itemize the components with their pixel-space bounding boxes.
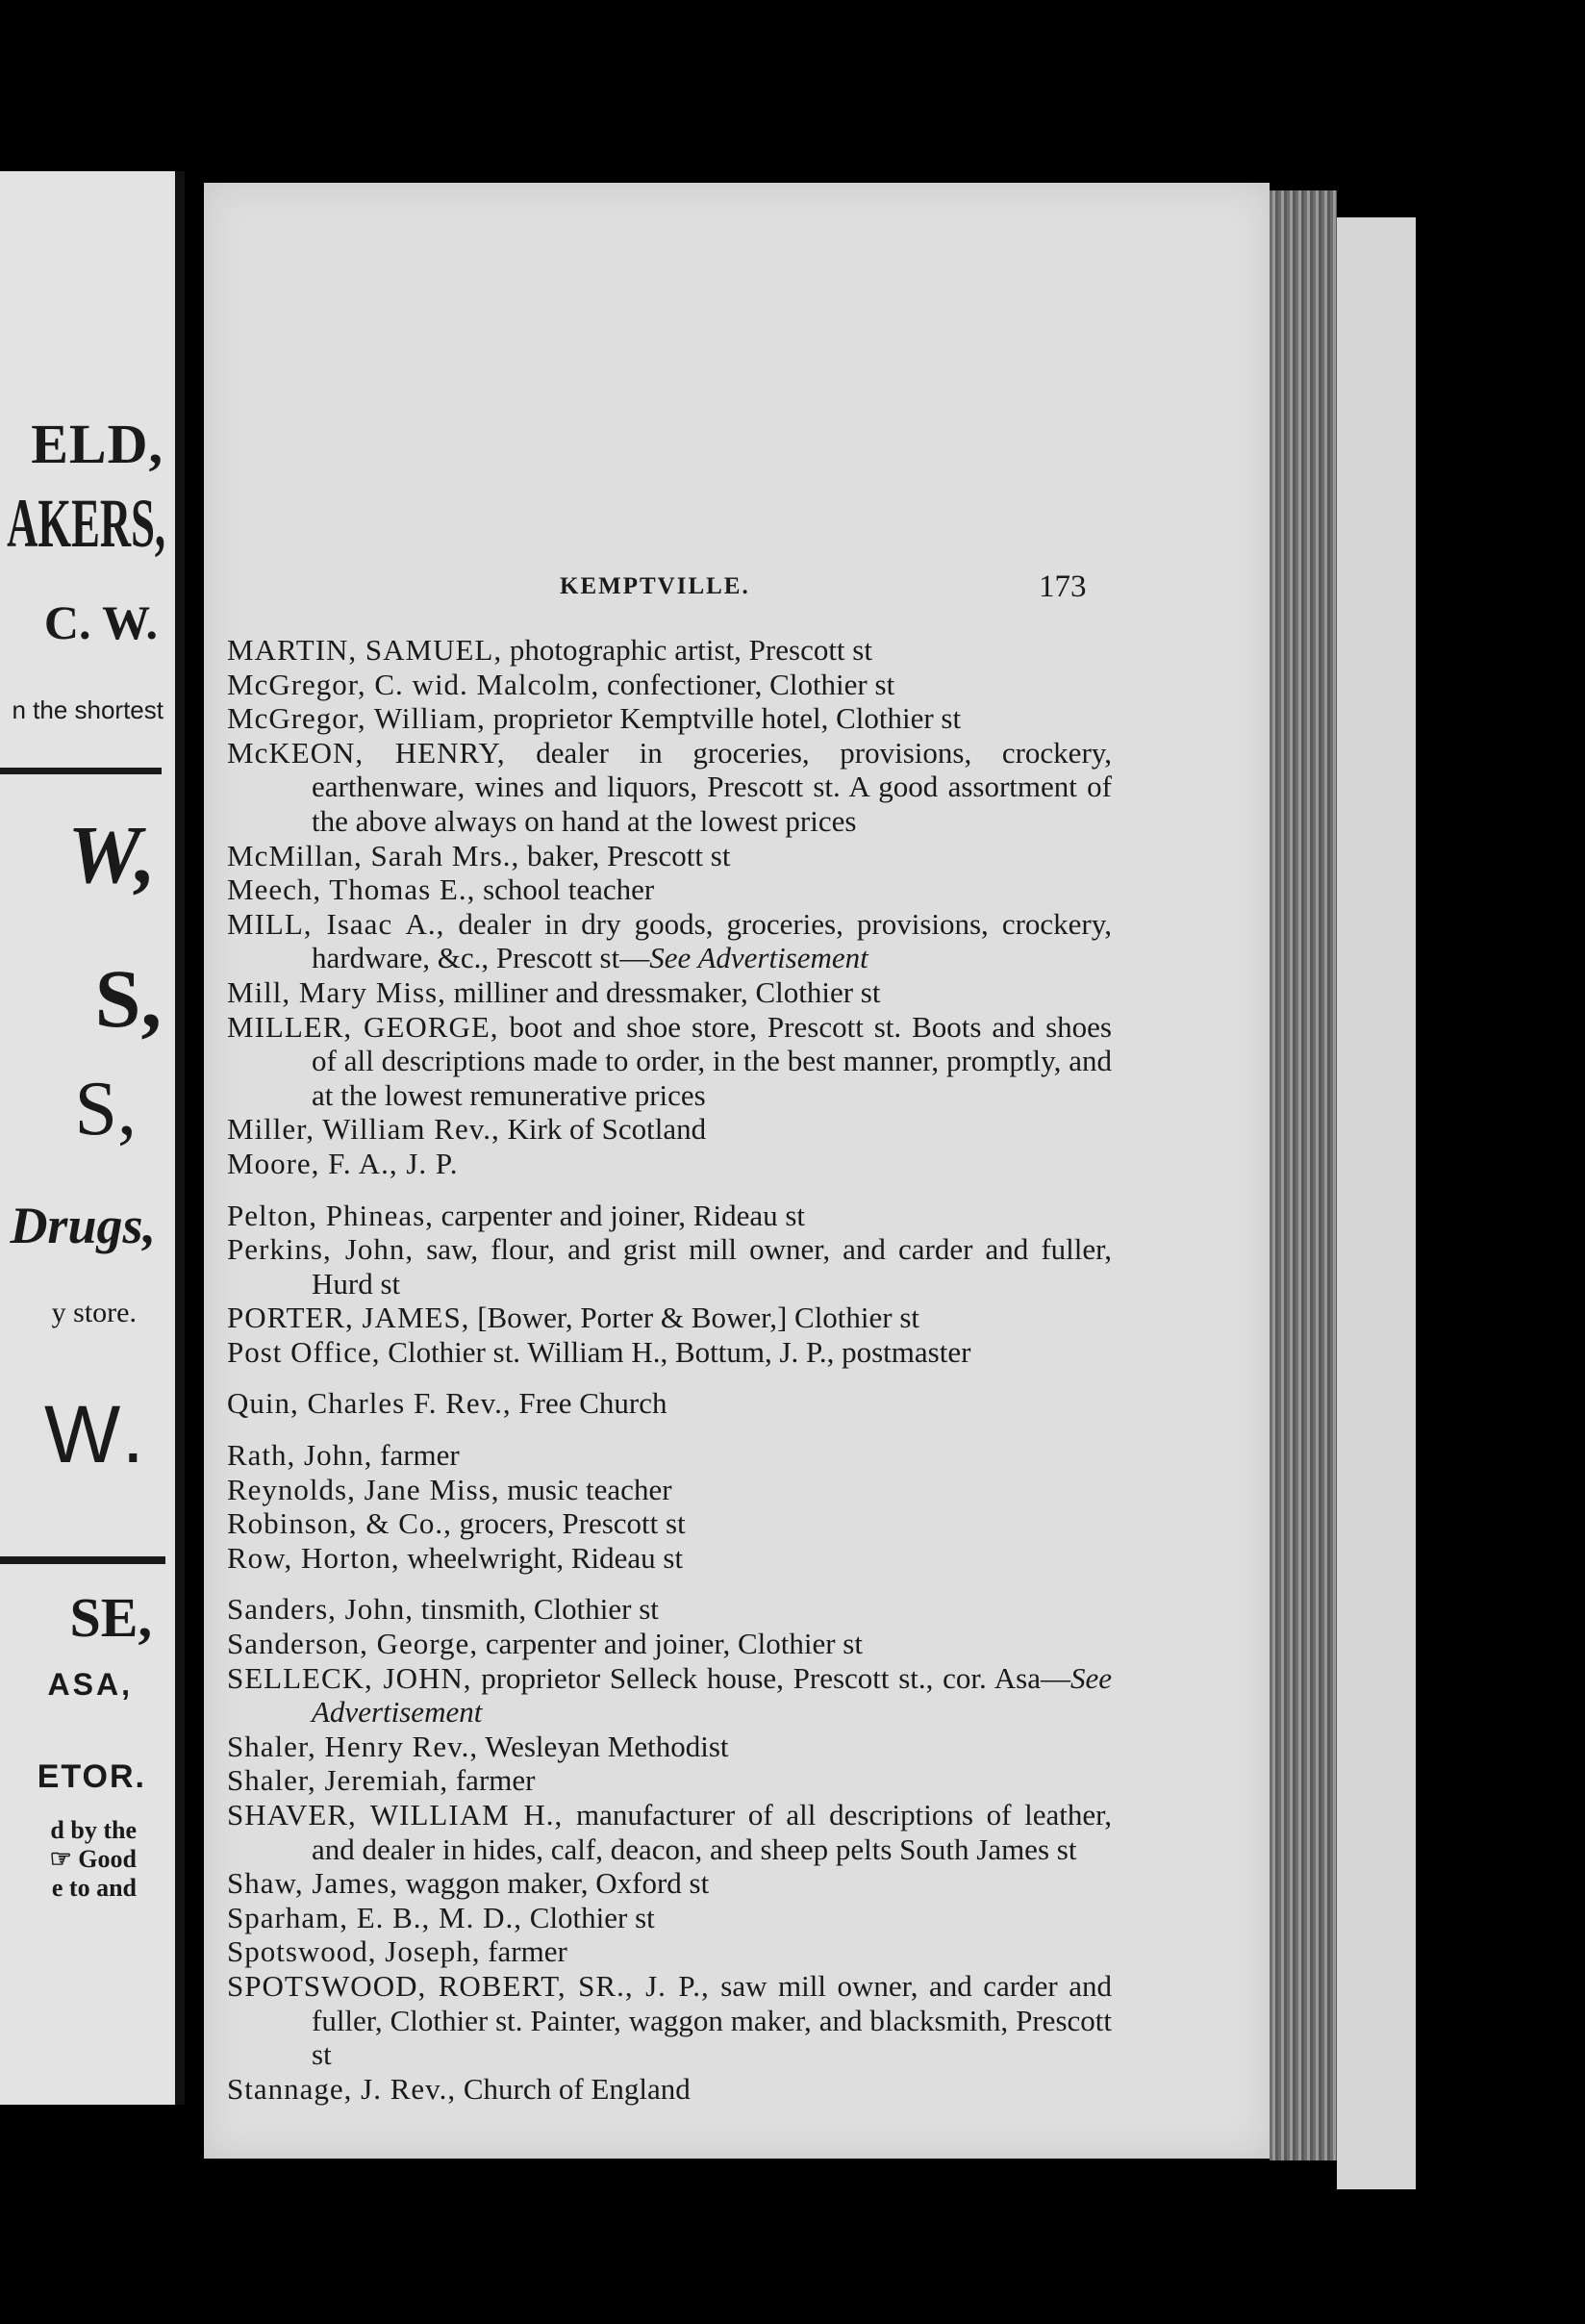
directory-entry — [227, 839, 1112, 873]
book-back-board — [1337, 217, 1416, 2189]
entry-name: Perkins, John, — [227, 1232, 415, 1267]
directory-entry — [227, 1386, 1112, 1421]
entry-description: boot and shoe store, Prescott st. Boots and shoes of all descriptions made to order, in the best manner, promptly, and at the lowest remunerative prices — [312, 1009, 1112, 1112]
entry-description: Clothier st. William H., Bottum, J. P., postmaster — [380, 1334, 971, 1369]
left-page-fragment: AKERS, — [7, 485, 165, 562]
directory-entry — [227, 1147, 1112, 1181]
directory-entry — [227, 1763, 1112, 1798]
directory-entry — [227, 1112, 1112, 1147]
entry-description: Wesleyan Methodist — [478, 1729, 729, 1763]
entry-name: Sanders, John, — [227, 1592, 414, 1627]
entry-name: Stannage, J. Rev., — [227, 2071, 457, 2106]
entry-advertisement-note: See Advertisement — [649, 941, 868, 975]
left-page-fragment: W, — [67, 808, 156, 900]
directory-entry — [227, 668, 1112, 702]
entry-name: McGregor, William, — [227, 701, 486, 736]
entry-name: Post Office, — [227, 1334, 381, 1369]
entry-name: Moore, F. A., J. P. — [227, 1146, 459, 1180]
entry-description: farmer — [448, 1763, 536, 1798]
entry-description: tinsmith, Clothier st — [413, 1592, 659, 1627]
left-page-rule — [0, 1556, 165, 1564]
directory-entry — [227, 2072, 1112, 2107]
directory-entry — [227, 1934, 1112, 1969]
entry-name: Quin, Charles F. Rev., — [227, 1386, 512, 1421]
left-page-fragment: W. — [44, 1389, 150, 1479]
directory-entry — [227, 1010, 1112, 1113]
left-page-fragment: SE, — [69, 1586, 152, 1649]
left-page-fragment: S, — [74, 1067, 137, 1151]
entry-name: SHAVER, WILLIAM H., — [227, 1798, 564, 1831]
directory-entry — [227, 1592, 1112, 1627]
entry-description: dealer in dry goods, groceries, provisions, crockery, hardware, &c., Prescott st— — [312, 906, 1112, 975]
left-page-fragment: e to and — [51, 1874, 137, 1902]
directory-entry — [227, 1969, 1112, 2072]
entry-name: Spotswood, Joseph, — [227, 1934, 481, 1969]
directory-entry — [227, 1473, 1112, 1507]
entry-name: SPOTSWOOD, ROBERT, SR., J. P., — [227, 1968, 710, 2003]
entry-name: McMillan, Sarah Mrs., — [227, 838, 520, 872]
entry-description: carpenter and joiner, Clothier st — [478, 1627, 863, 1661]
entry-description: Clothier st — [522, 1900, 655, 1934]
entry-description: proprietor Selleck house, Prescott st., cor. Asa— — [471, 1660, 1070, 1695]
entry-name: Robinson, & Co., — [227, 1506, 452, 1541]
page-header — [204, 569, 1270, 608]
entry-name: MILL, Isaac A., — [227, 906, 445, 941]
entry-description: manufacturer of all descriptions of leather, and dealer in hides, calf, deacon, and sheep pelts South James st — [312, 1798, 1112, 1866]
entry-description: farmer — [372, 1438, 460, 1473]
left-page-fragment: C. W. — [43, 595, 158, 649]
entry-description: music teacher — [499, 1472, 672, 1506]
entry-name: Sparham, E. B., M. D., — [227, 1900, 523, 1934]
entry-description: baker, Prescott st — [519, 838, 731, 872]
entry-description: confectioner, Clothier st — [599, 667, 895, 701]
left-page-fragment: d by the — [50, 1816, 137, 1844]
directory-entry — [227, 633, 1112, 668]
left-page-fragment: n the shortest — [12, 695, 164, 724]
left-page-fragment: S, — [94, 952, 162, 1045]
entry-name: SELLECK, JOHN, — [227, 1660, 472, 1695]
left-page-fragment: Drugs, — [10, 1197, 156, 1254]
directory-entry — [227, 736, 1112, 839]
entry-description: Church of England — [456, 2071, 691, 2106]
entry-description: waggon maker, Oxford st — [397, 1866, 710, 1901]
left-page-fragment: ASA, — [47, 1667, 133, 1702]
directory-page — [204, 183, 1270, 2159]
entry-description: Kirk of Scotland — [499, 1112, 707, 1147]
entry-description: dealer in groceries, provisions, crockery, earthenware, wines and liquors, Prescott st. A good assortment of the above always on hand at the lowest prices — [312, 735, 1113, 838]
directory-entry — [227, 1798, 1112, 1866]
entry-name: MARTIN, SAMUEL, — [227, 633, 503, 667]
entry-description: carpenter and joiner, Rideau st — [433, 1198, 806, 1232]
directory-entry — [227, 1335, 1112, 1370]
directory-entry — [227, 1232, 1112, 1301]
directory-entry — [227, 1627, 1112, 1661]
entry-name: MILLER, GEORGE, — [227, 1009, 499, 1044]
directory-entry — [227, 1661, 1112, 1730]
directory-entry — [227, 1901, 1112, 1935]
directory-entry — [227, 975, 1112, 1010]
entry-description: wheelwright, Rideau st — [399, 1540, 684, 1575]
entry-name: Shaler, Henry Rev., — [227, 1729, 479, 1763]
directory-entry — [227, 1866, 1112, 1901]
left-page-rule — [0, 768, 162, 774]
entry-name: Row, Horton, — [227, 1540, 400, 1575]
directory-entry — [227, 1301, 1112, 1335]
directory-entries — [227, 633, 1112, 2106]
directory-entry — [227, 907, 1112, 975]
page-edges — [1270, 190, 1337, 2160]
entry-description: Free Church — [511, 1386, 667, 1421]
entry-name: Rath, John, — [227, 1438, 373, 1473]
entry-name: McKEON, HENRY, — [227, 735, 506, 770]
directory-entry — [227, 1506, 1112, 1541]
entry-name: Pelton, Phineas, — [227, 1198, 434, 1232]
entry-description: grocers, Prescott st — [451, 1506, 686, 1541]
entry-description: photographic artist, Prescott st — [502, 633, 872, 667]
entry-name: Shaw, James, — [227, 1866, 398, 1901]
left-page-fragment: ETOR. — [37, 1758, 146, 1795]
directory-entry — [227, 1730, 1112, 1764]
entry-description: proprietor Kemptville hotel, Clothier st — [485, 701, 962, 736]
entry-description: saw, flour, and grist mill owner, and carder and fuller, Hurd st — [312, 1232, 1112, 1301]
entry-description: [Bower, Porter & Bower,] Clothier st — [469, 1301, 920, 1335]
entry-description: milliner and dressmaker, Clothier st — [445, 974, 881, 1009]
page-number: 173 — [1039, 569, 1087, 604]
entry-description: farmer — [480, 1934, 567, 1969]
entry-name: Mill, Mary Miss, — [227, 974, 446, 1009]
left-page-fragment: ☞ Good — [49, 1845, 137, 1873]
entry-name: Reynolds, Jane Miss, — [227, 1472, 500, 1506]
facing-page-left — [0, 171, 185, 2105]
entry-name: Shaler, Jeremiah, — [227, 1763, 449, 1798]
entry-description: saw mill owner, and carder and fuller, Clothier st. Painter, waggon maker, and blacksmith, Prescott st — [312, 1968, 1112, 2072]
entry-name: Sanderson, George, — [227, 1627, 479, 1661]
running-head: KEMPTVILLE. — [560, 573, 750, 599]
directory-entry — [227, 701, 1112, 736]
entry-description: school teacher — [475, 872, 655, 907]
directory-entry — [227, 1438, 1112, 1473]
directory-entry — [227, 1541, 1112, 1576]
entry-advertisement-note: See Advertisement — [312, 1660, 1112, 1730]
directory-entry — [227, 1199, 1112, 1233]
entry-name: Meech, Thomas E., — [227, 872, 476, 907]
entry-name: Miller, William Rev., — [227, 1112, 500, 1147]
directory-entry — [227, 872, 1112, 907]
left-page-fragment: ELD, — [31, 413, 164, 475]
entry-name: McGregor, C. wid. Malcolm, — [227, 667, 600, 701]
left-page-fragment: y store. — [51, 1297, 137, 1328]
entry-name: PORTER, JAMES, — [227, 1301, 470, 1335]
